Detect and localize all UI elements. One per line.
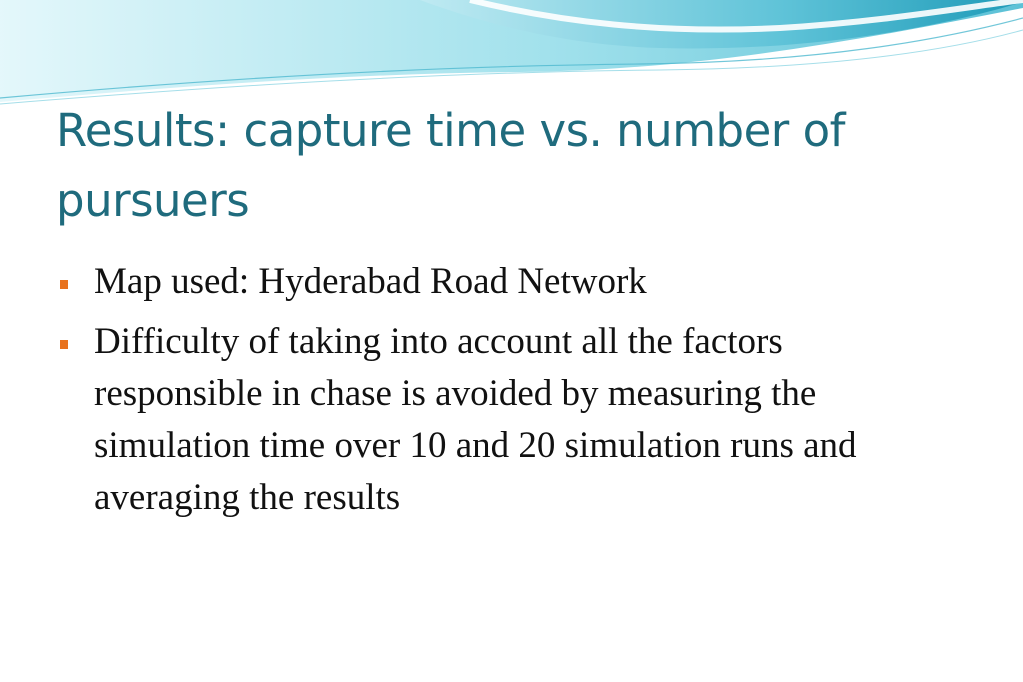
orange-square-bullet-icon xyxy=(60,340,68,349)
slide-title: Results: capture time vs. number of pursuers xyxy=(56,104,845,227)
bullet-text: Map used: Hyderabad Road Network xyxy=(94,261,647,302)
bullet-item xyxy=(58,256,958,308)
decorative-wave-header xyxy=(0,0,1023,110)
bullet-text: Difficulty of taking into account all the factors responsible in chase is avoided by measuring the simulation time over 10 and 20 simulation runs and averaging the results xyxy=(94,321,857,518)
bullet-list xyxy=(58,256,958,532)
orange-square-bullet-icon xyxy=(60,280,68,289)
bullet-item xyxy=(58,316,958,524)
